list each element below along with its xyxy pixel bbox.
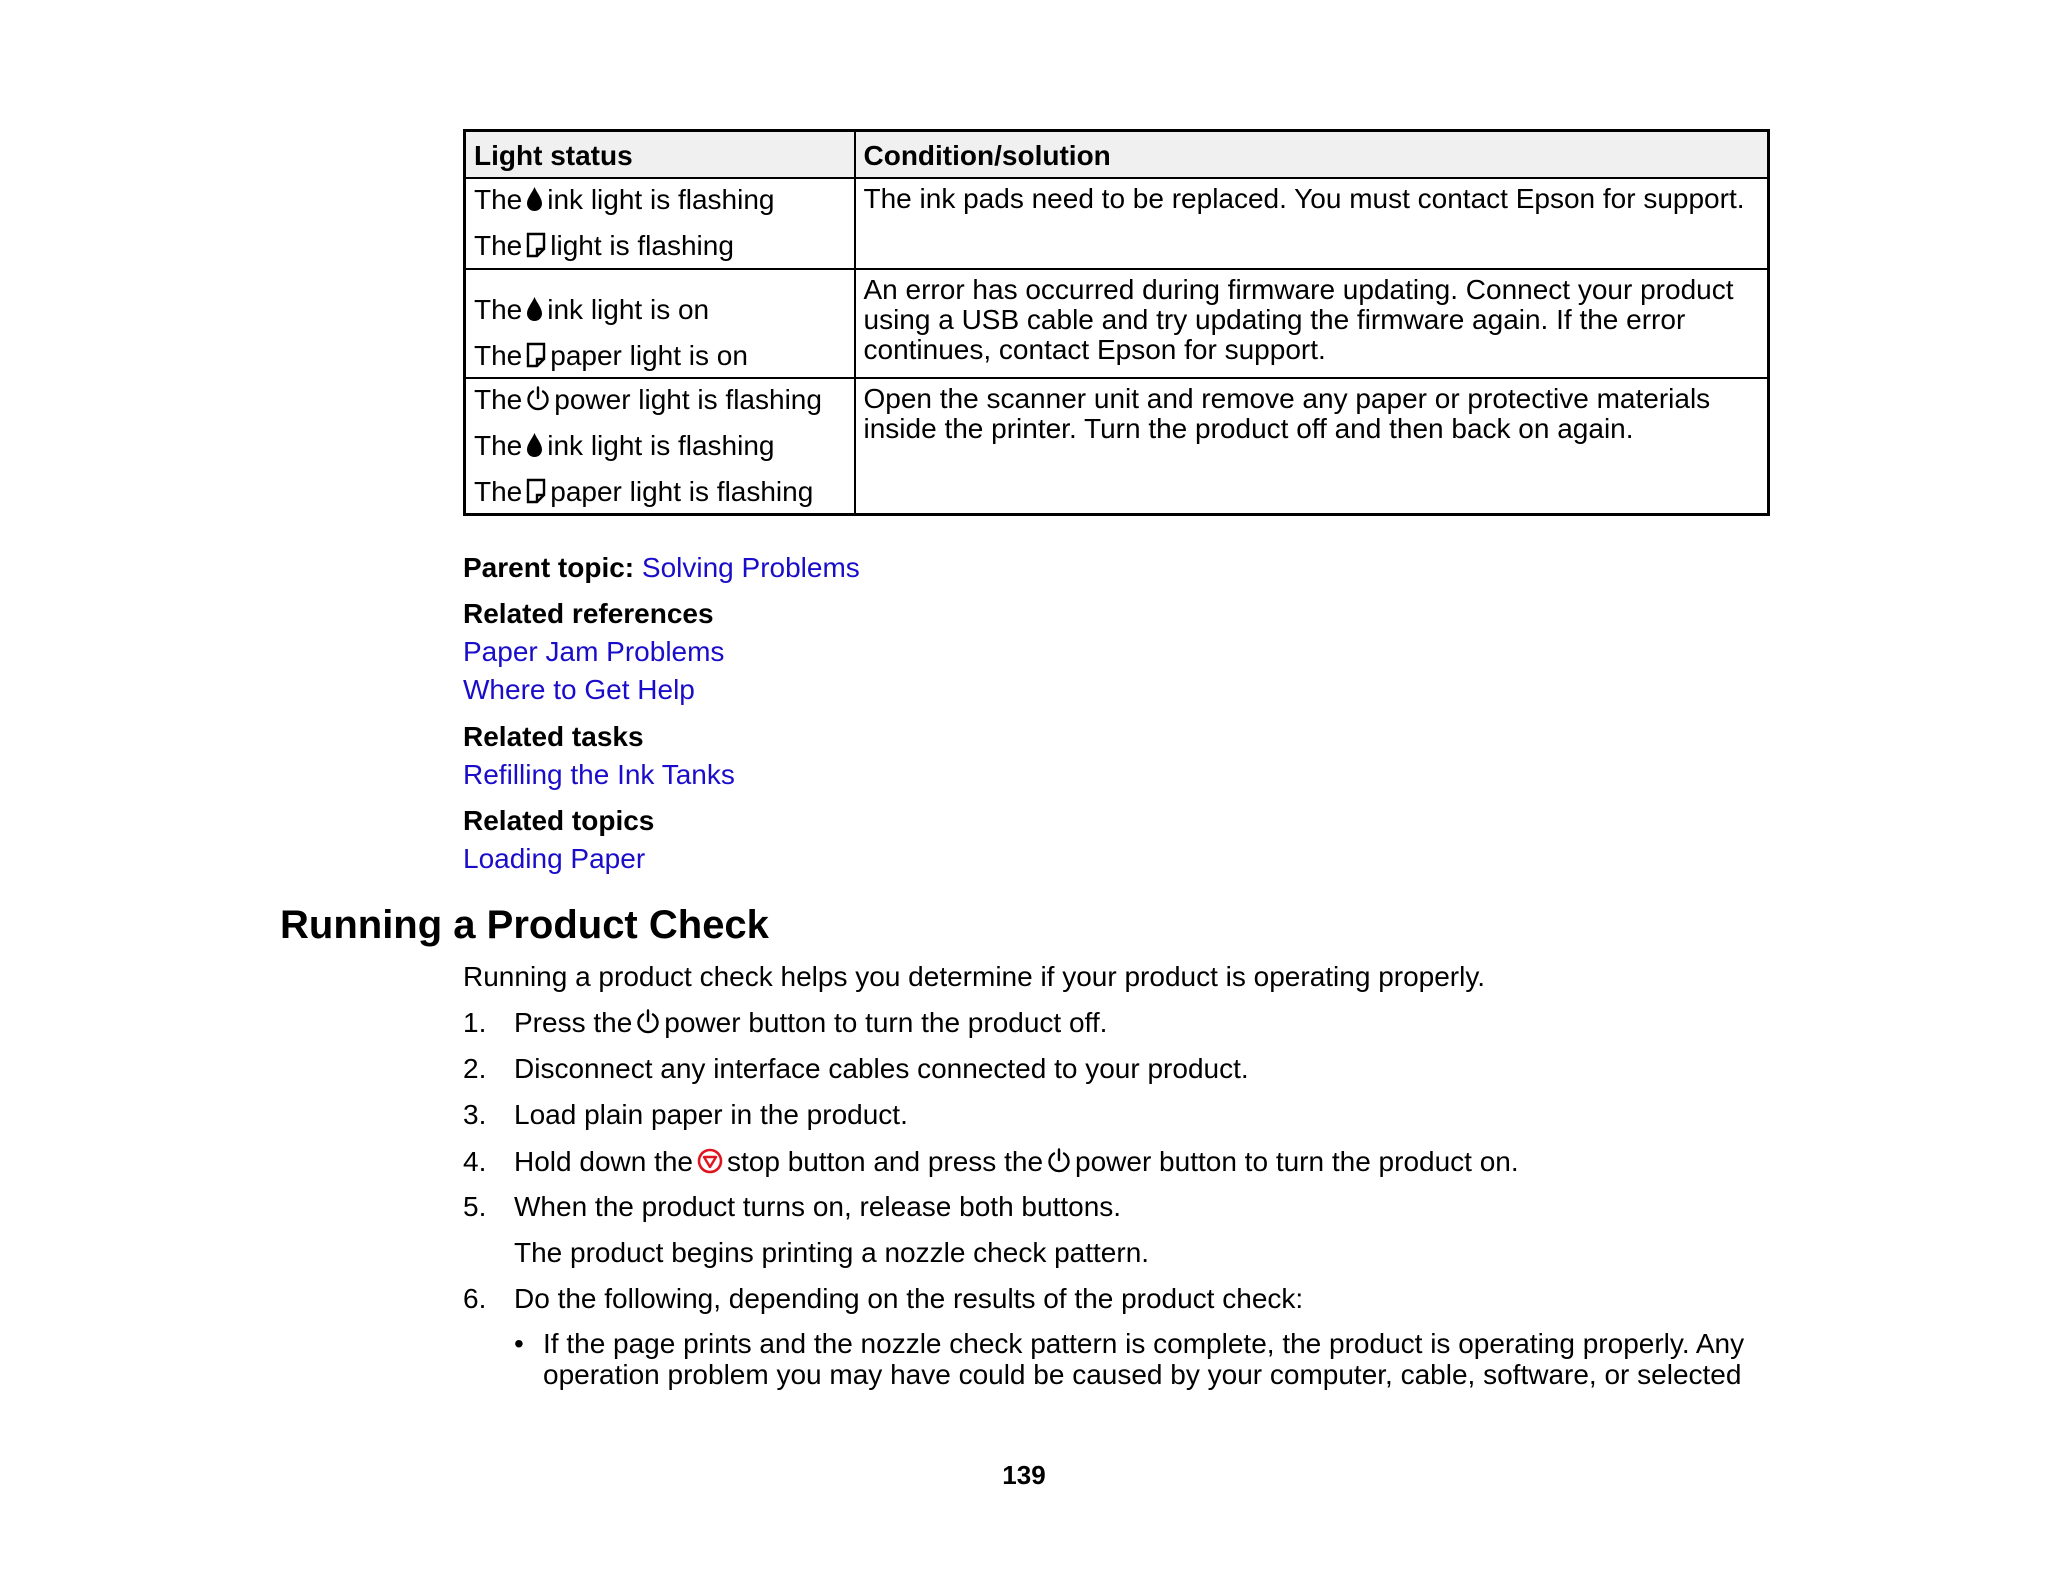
condition-cell [855,178,1769,269]
condition-text: The ink pads need to be replaced. You must contact Epson for support. [863,183,1745,214]
step-text-post: power button to turn the product off. [664,1007,1108,1038]
step-5-note: The product begins printing a nozzle check pattern. [514,1237,1150,1268]
power-icon [526,386,550,412]
step-text: Disconnect any interface cables connected to your product. [514,1053,1249,1084]
status-text: ink light is flashing [547,430,775,461]
related-references [463,595,724,709]
power-icon [1047,1148,1071,1174]
step-1 [463,1006,1107,1040]
step-number: 6. [463,1283,487,1314]
condition-text: Open the scanner unit and remove any paper or protective materials inside the printer. Turn the product off and then back on again. [863,383,1711,444]
status-line [474,294,846,325]
status-prefix: The [474,230,523,261]
related-tasks [463,718,735,794]
ink-drop-icon [526,432,543,458]
light-status-cell [465,378,855,515]
step-text-pre: Press the [514,1007,633,1038]
ink-drop-icon [526,296,543,322]
step-number: 3. [463,1099,487,1130]
step-number: 1. [463,1007,487,1038]
status-text: paper light is on [550,340,748,371]
ink-drop-icon [526,186,543,212]
parent-topic-label: Parent topic: [463,552,635,583]
step-text-mid: stop button and press the [727,1146,1044,1177]
table-header-condition: Condition/solution [855,131,1769,179]
status-text: power light is flashing [554,384,822,415]
status-text: ink light is on [547,294,710,325]
status-line [474,230,846,261]
status-line [474,184,846,215]
step-3 [463,1098,908,1132]
status-text: light is flashing [550,230,734,261]
bullet-text: If the page prints and the nozzle check pattern is complete, the product is operating properly. Any operation problem you may have could be caused by your computer, cable, software, or selected [543,1328,1745,1390]
section-title: Running a Product Check [280,903,769,947]
paper-icon [526,342,546,368]
parent-topic [463,549,860,587]
status-text: ink light is flashing [547,184,775,215]
status-line [474,340,846,371]
link-paper-jam-problems[interactable]: Paper Jam Problems [463,636,725,667]
bullet-marker: • [514,1328,524,1359]
paper-icon [526,232,546,258]
step-5 [463,1190,1121,1224]
status-prefix: The [474,430,523,461]
related-topics [463,802,654,878]
light-status-table [463,129,1770,516]
status-prefix: The [474,384,523,415]
status-prefix: The [474,184,523,215]
step-4 [463,1145,1519,1179]
step-number: 2. [463,1053,487,1084]
status-prefix: The [474,294,523,325]
table-header-light-status: Light status [465,131,855,179]
step-text: When the product turns on, release both buttons. [514,1191,1122,1222]
related-topics-label: Related topics [463,805,655,836]
status-prefix: The [474,476,523,507]
table-header-row [465,131,1769,179]
stop-icon [697,1148,723,1174]
related-references-label: Related references [463,598,714,629]
status-line [474,476,846,507]
bullet-item [514,1328,1770,1390]
link-loading-paper[interactable]: Loading Paper [463,843,646,874]
step-text: Do the following, depending on the results of the product check: [514,1283,1304,1314]
light-status-cell [465,269,855,378]
step-text-pre: Hold down the [514,1146,694,1177]
status-prefix: The [474,340,523,371]
section-intro: Running a product check helps you determine if your product is operating properly. [463,961,1486,992]
status-line [474,384,846,415]
related-tasks-label: Related tasks [463,721,644,752]
light-status-cell [465,178,855,269]
table-row [465,269,1769,378]
link-refilling-ink-tanks[interactable]: Refilling the Ink Tanks [463,759,735,790]
condition-cell [855,378,1769,515]
status-text: paper light is flashing [550,476,814,507]
power-icon [636,1009,660,1035]
step-text: Load plain paper in the product. [514,1099,908,1130]
paper-icon [526,478,546,504]
table-row [465,378,1769,515]
step-number: 5. [463,1191,487,1222]
link-where-to-get-help[interactable]: Where to Get Help [463,674,695,705]
status-line [474,430,846,461]
condition-cell [855,269,1769,378]
step-6 [463,1282,1303,1316]
condition-text: An error has occurred during firmware updating. Connect your product using a USB cable and try updating the firmware again. If the error continues, contact Epson for support. [863,274,1734,365]
page-number: 139 [1002,1460,1046,1490]
parent-topic-link[interactable]: Solving Problems [641,552,860,583]
step-text-post: power button to turn the product on. [1075,1146,1519,1177]
step-number: 4. [463,1146,487,1177]
step-2 [463,1052,1249,1086]
table-row [465,178,1769,269]
